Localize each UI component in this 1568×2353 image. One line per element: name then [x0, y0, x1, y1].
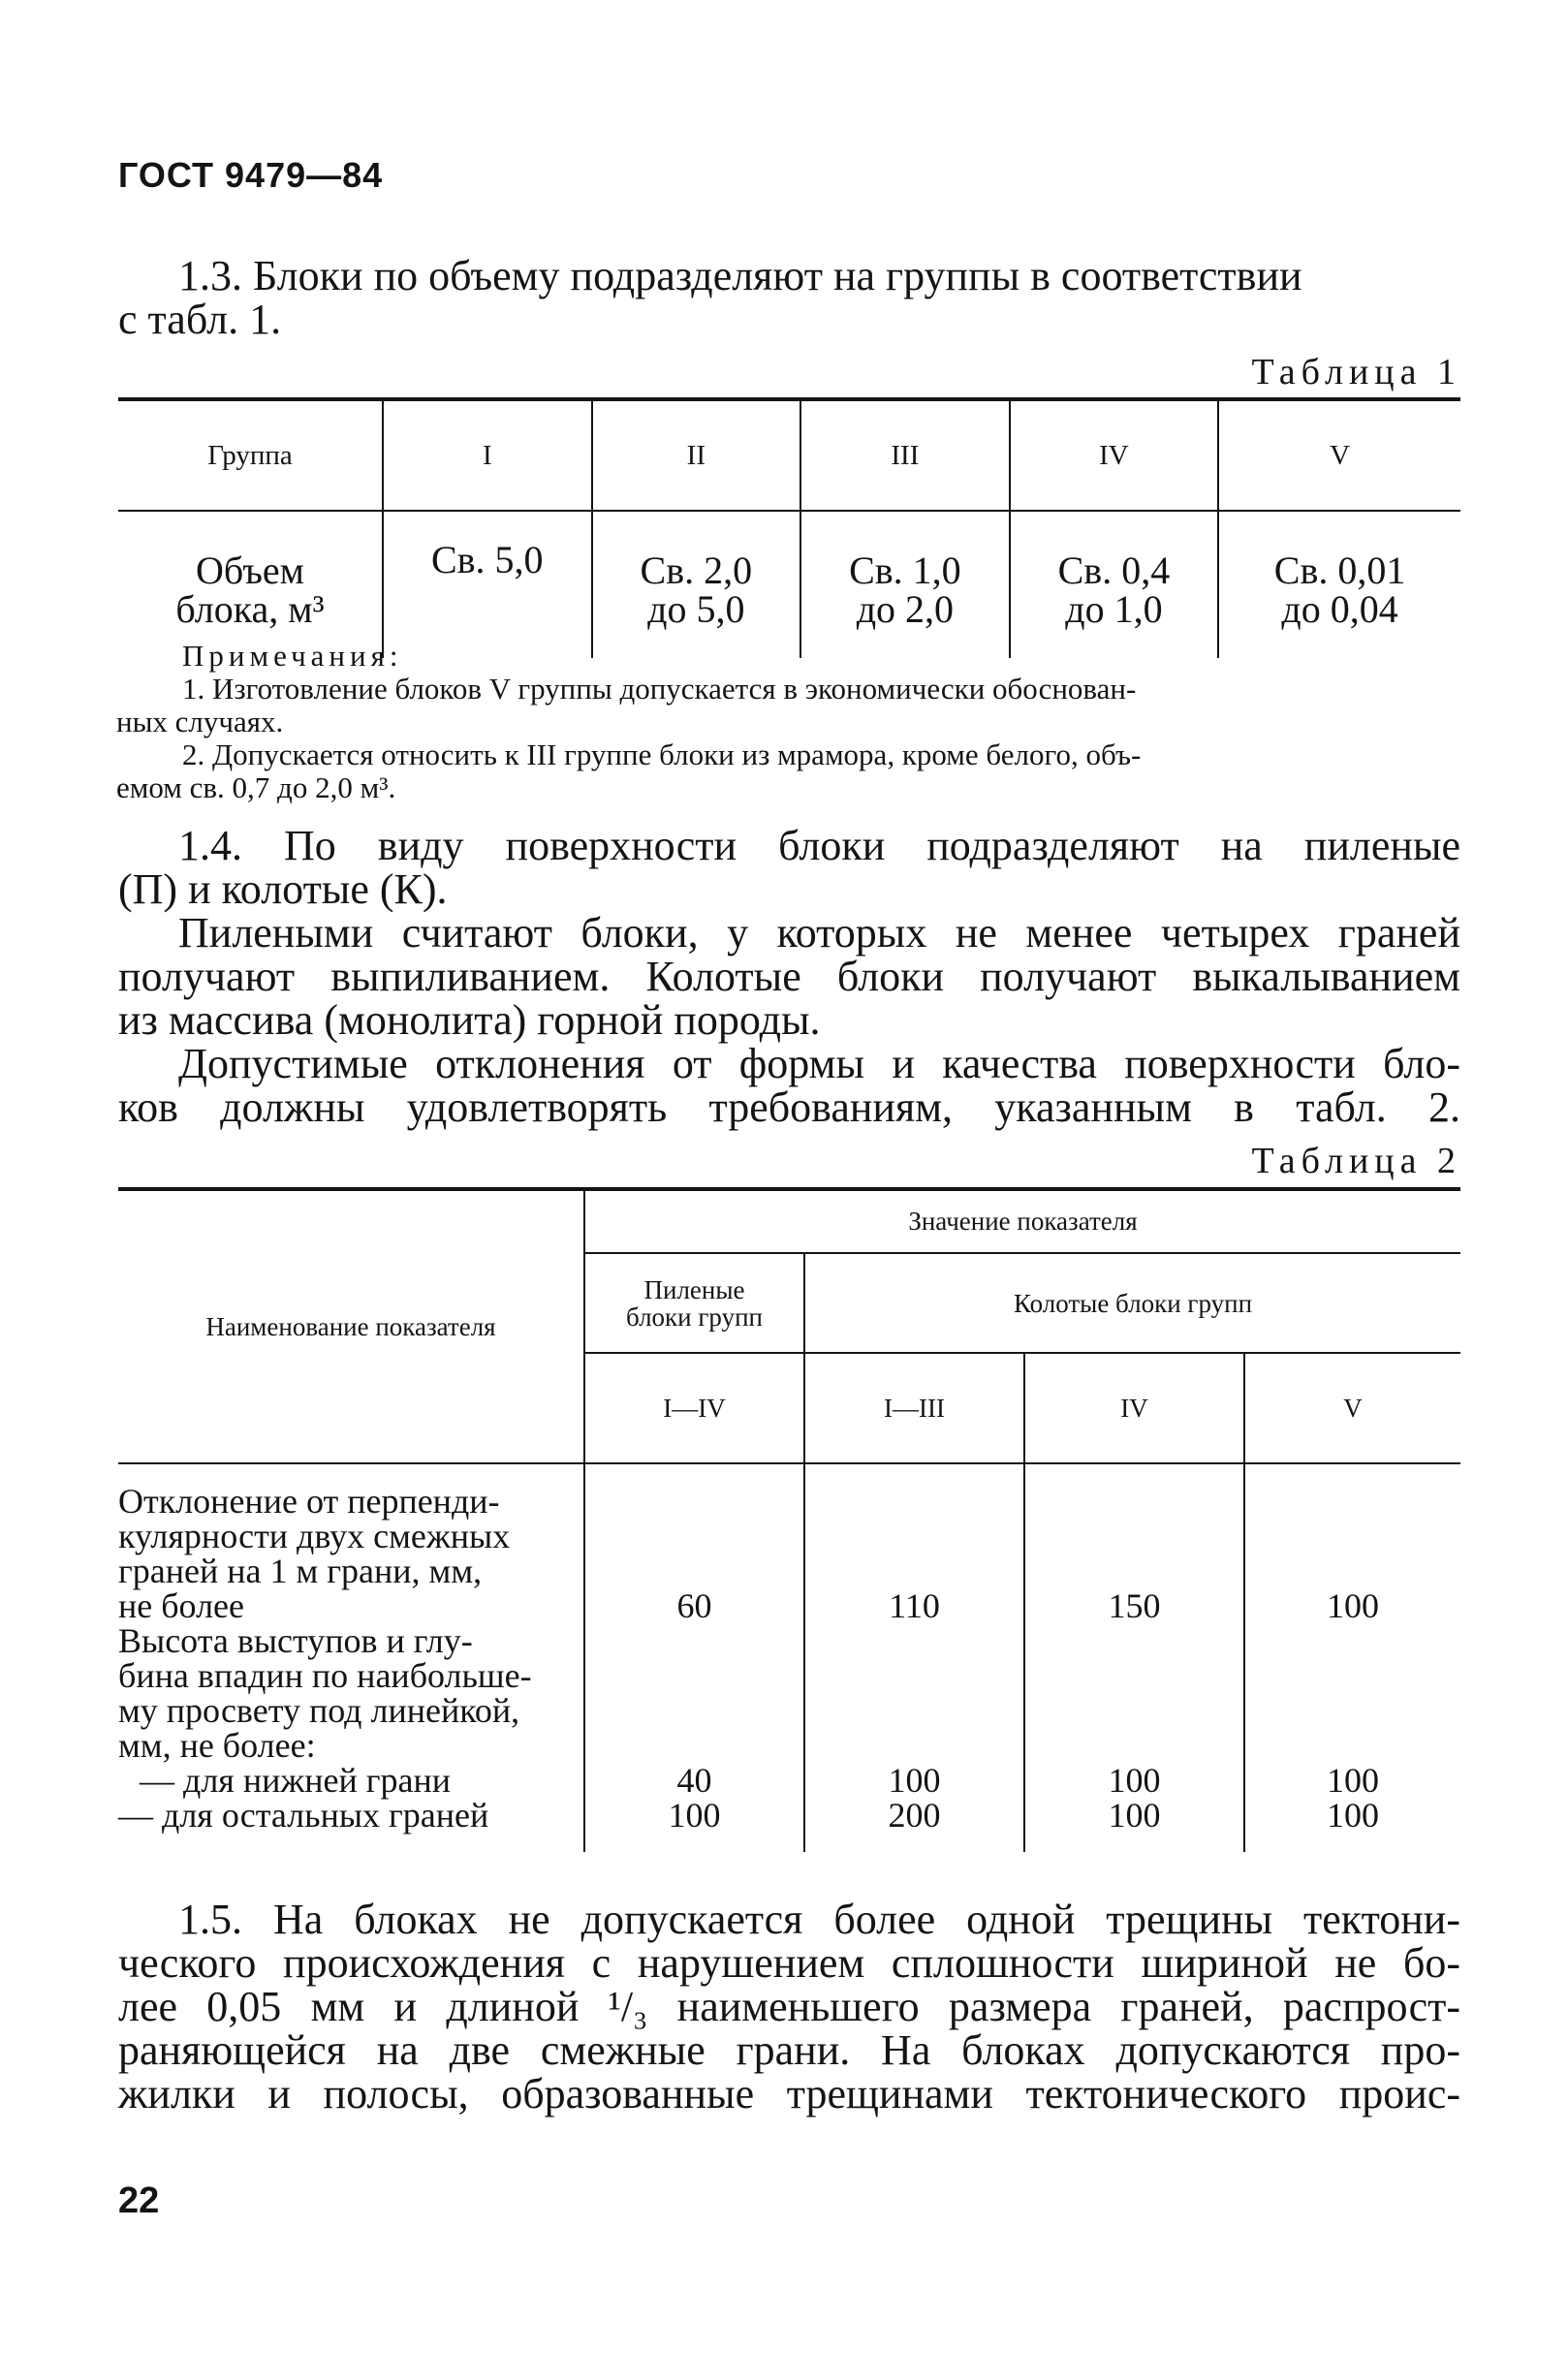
- table-1-header-iv: IV: [1010, 399, 1219, 511]
- paragraph-1-4-line-5: из массива (монолита) горной породы.: [118, 996, 821, 1044]
- table-1-cell-iii-to: до 2,0: [856, 587, 955, 631]
- document-header: ГОСТ 9479—84: [118, 155, 384, 195]
- paragraph-1-4-line-1: 1.4. По виду поверхности блоки подразделяют на пиленые: [178, 822, 1460, 869]
- paragraph-1-3-line-2: с табл. 1.: [118, 296, 282, 343]
- value-row1-sawn: 60: [676, 1586, 712, 1625]
- table-2-col-sawn-values: [584, 1463, 804, 1852]
- row-2-text-line-2: бина впадин по наибольше-: [118, 1656, 532, 1695]
- table-2-col-split-iv-values: [1024, 1463, 1244, 1852]
- value-row1-split-v: 100: [1327, 1586, 1379, 1625]
- table-1-header-i: I: [383, 399, 592, 511]
- value-row2a-split-v: 100: [1327, 1761, 1379, 1800]
- table-1-caption: Таблица 1: [1251, 352, 1461, 392]
- page-number: 22: [118, 2180, 160, 2221]
- table-1-notes: [116, 639, 1461, 804]
- table-1-cell-v-to: до 0,04: [1281, 587, 1398, 631]
- notes-title: Примечания:: [182, 639, 403, 673]
- table-1-row-label-line-1: Объем: [196, 549, 304, 592]
- value-row2b-split-v: 100: [1327, 1796, 1379, 1835]
- table-1-cell-iv-to: до 1,0: [1065, 587, 1163, 631]
- table-1-cell-i: [383, 511, 592, 658]
- value-row1-split-i-iii: 110: [889, 1586, 940, 1625]
- table-1-cell-v: [1218, 511, 1460, 658]
- table-2-row-names: [118, 1463, 584, 1852]
- paragraph-1-5-line-4: раняющейся на две смежные грани. На блоках допускаются про-: [118, 2026, 1460, 2074]
- table-1-row-label-line-2: блока, м³: [175, 587, 325, 631]
- table-2-subheader-split-i-iii: I—III: [804, 1353, 1024, 1463]
- value-row2b-split-iv: 100: [1108, 1796, 1161, 1835]
- table-1: [118, 397, 1460, 658]
- table-2-col-split-v-values: [1244, 1463, 1460, 1852]
- row-1-text-line-4: не более: [118, 1586, 245, 1625]
- paragraph-1-4-line-6: Допустимые отклонения от формы и качества поверхности бло-: [178, 1040, 1460, 1087]
- row-1-text-line-3: граней на 1 м грани, мм,: [118, 1552, 483, 1590]
- table-1-cell-iv-from: Св. 0,4: [1057, 549, 1171, 592]
- row-1-text-line-2: кулярности двух смежных: [118, 1517, 511, 1555]
- table-2-header-sawn: [584, 1253, 804, 1353]
- table-2-subheader-split-iv: IV: [1024, 1353, 1244, 1463]
- table-1-cell-ii: [592, 511, 801, 658]
- table-1-header-ii: II: [592, 399, 801, 511]
- table-1-header-group: Группа: [118, 399, 383, 511]
- paragraph-1-4-line-2: (П) и колотые (К).: [118, 865, 448, 913]
- table-2-header-value: Значение показателя: [584, 1189, 1460, 1253]
- row-2-text-line-4: мм, не более:: [118, 1726, 316, 1765]
- row-2a-text: — для нижней грани: [140, 1761, 452, 1800]
- value-row2b-split-i-iii: 200: [888, 1796, 941, 1835]
- table-2-col-split-i-iii-values: [804, 1463, 1024, 1852]
- row-2-text-line-1: Высота выступов и глу-: [118, 1621, 473, 1660]
- table-1-header-v: V: [1218, 399, 1460, 511]
- table-1-cell-i-from: Св. 5,0: [430, 538, 544, 581]
- paragraph-1-4-line-3: Пилеными считают блоки, у которых не менее четырех граней: [178, 909, 1460, 957]
- paragraph-1-5-line-2: ческого происхождения с нарушением сплошности шириной не бо-: [118, 1939, 1460, 1987]
- table-2-header-split: Колотые блоки групп: [804, 1253, 1460, 1353]
- row-1-text-line-1: Отклонение от перпенди-: [118, 1482, 500, 1521]
- paragraph-1-3-line-1: 1.3. Блоки по объему подразделяют на группы в соответствии: [178, 252, 1302, 299]
- value-row2b-sawn: 100: [668, 1796, 721, 1835]
- paragraph-1-4: [118, 824, 1460, 1129]
- value-row2a-sawn: 40: [676, 1761, 712, 1800]
- table-1-cell-v-from: Св. 0,01: [1273, 549, 1406, 592]
- table-2-subheader-split-v: V: [1244, 1353, 1460, 1463]
- value-row1-split-iv: 150: [1108, 1586, 1161, 1625]
- table-2: [118, 1187, 1460, 1852]
- table-2-header-sawn-text: Пиленые блоки групп: [626, 1274, 763, 1332]
- paragraph-1-3: [118, 254, 1460, 341]
- paragraph-1-5: [118, 1898, 1460, 2116]
- row-2-text-line-3: му просвету под линейкой,: [118, 1691, 520, 1730]
- table-2-subheader-sawn-i-iv: I—IV: [584, 1353, 804, 1463]
- table-1-cell-iv: [1010, 511, 1219, 658]
- table-1-cell-ii-to: до 5,0: [647, 587, 745, 631]
- note-1-line-2: ных случаях.: [116, 705, 284, 738]
- note-2-line-1: 2. Допускается относить к III группе блоки из мрамора, кроме белого, объ-: [182, 737, 1142, 771]
- table-1-header-iii: III: [800, 399, 1010, 511]
- paragraph-1-4-line-4: получают выпиливанием. Колотые блоки получают выкалыванием: [118, 953, 1460, 1000]
- table-1-row-label: [118, 511, 383, 658]
- table-2-caption: Таблица 2: [1251, 1141, 1461, 1181]
- paragraph-1-4-line-7: ков должны удовлетворять требованиям, указанным в табл. 2.: [118, 1083, 1460, 1131]
- paragraph-1-5-line-5: жилки и полосы, образованные трещинами тектонического проис-: [118, 2070, 1460, 2118]
- table-2-header-name: Наименование показателя: [118, 1189, 584, 1463]
- note-1-line-1: 1. Изготовление блоков V группы допускается в экономически обоснован-: [182, 672, 1137, 706]
- paragraph-1-5-line-3: лее 0,05 мм и длиной ¹/₃ наименьшего размера граней, распрост-: [118, 1983, 1460, 2030]
- row-2b-text: — для остальных граней: [118, 1796, 489, 1835]
- value-row2a-split-iv: 100: [1108, 1761, 1161, 1800]
- table-1-cell-iii: [800, 511, 1010, 658]
- table-1-cell-iii-from: Св. 1,0: [849, 549, 961, 592]
- note-2-line-2: емом св. 0,7 до 2,0 м³.: [116, 770, 396, 804]
- paragraph-1-5-line-1: 1.5. На блоках не допускается более одной трещины тектони-: [178, 1896, 1460, 1943]
- value-row2a-split-i-iii: 100: [888, 1761, 941, 1800]
- table-1-cell-ii-from: Св. 2,0: [640, 549, 753, 592]
